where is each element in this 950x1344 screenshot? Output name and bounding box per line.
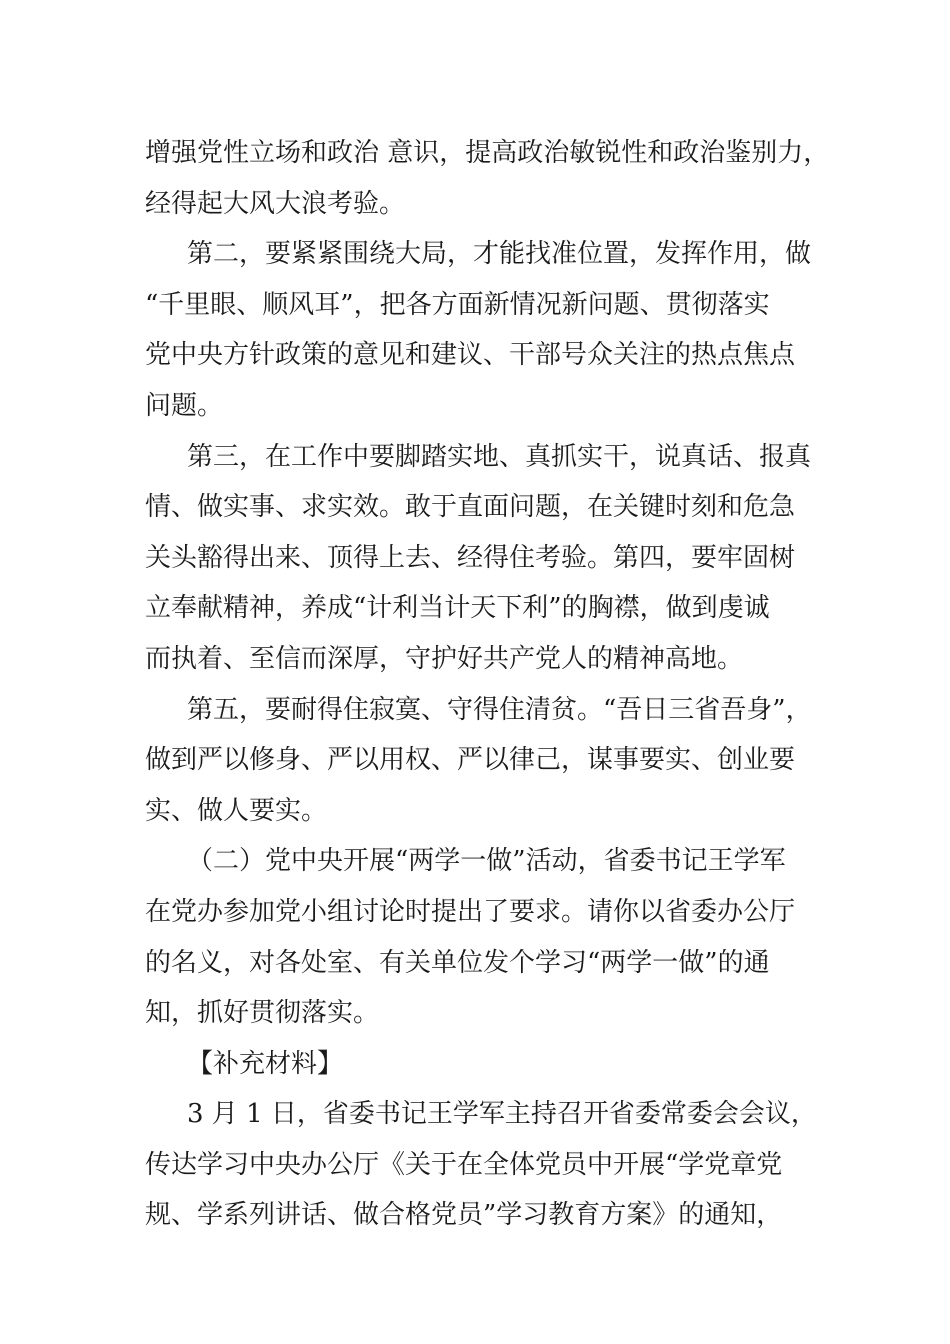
text-line-10: 立奉献精神，养成“计利当计天下利”的胸襟，做到虔诚 [145,593,770,624]
text-line-12: 第五，要耐得住寂寞、守得住清贫。“吾日三省吾身”， [187,694,812,725]
text-line-11: 而执着、至信而深厚，守护好共产党人的精神高地。 [145,643,744,674]
text-line-6: 问题。 [145,390,224,421]
text-line-18: 知，抓好贯彻落实。 [145,998,380,1029]
body-text [145,128,830,1241]
text-line-1: 增强党性立场和政治 意识，提高政治敏锐性和政治鉴别力， [145,138,830,168]
text-line-2: 经得起大风大浪考验。 [145,188,406,219]
text-line-21: 传达学习中央办公厅《关于在全体党员中开展“学党章党 [145,1149,783,1180]
text-line-16: 在党办参加党小组讨论时提出了要求。请你以省委办公厅 [145,896,796,927]
text-line-3: 第二，要紧紧围绕大局，才能找准位置，发挥作用，做 [187,239,812,270]
text-line-22: 规、学系列讲话、做合格党员”学习教育方案》的通知， [145,1200,783,1231]
text-line-9: 关头豁得出来、顶得上去、经得住考验。第四，要牢固树 [145,542,796,573]
text-line-7: 第三，在工作中要脚踏实地、真抓实干，说真话、报真 [187,441,812,472]
text-line-13: 做到严以修身、严以用权、严以律己，谋事要实、创业要 [145,745,796,776]
text-line-20: 3 月 1 日，省委书记王学军主持召开省委常委会会议， [187,1099,817,1130]
text-line-5: 党中央方针政策的意见和建议、干部号众关注的热点焦点 [145,340,796,371]
text-line-14: 实、做人要实。 [145,795,328,826]
text-line-8: 情、做实事、求实效。敢于直面问题，在关键时刻和危急 [145,492,796,523]
section-heading-supplementary: 【补充材料】 [187,1048,344,1079]
text-line-17: 的名义，对各处室、有关单位发个学习“两学一做”的通 [145,947,770,978]
text-line-4: “千里眼、顺风耳”，把各方面新情况新问题、贯彻落实 [145,289,770,320]
text-line-15: （二）党中央开展“两学一做”活动，省委书记王学军 [187,846,786,877]
